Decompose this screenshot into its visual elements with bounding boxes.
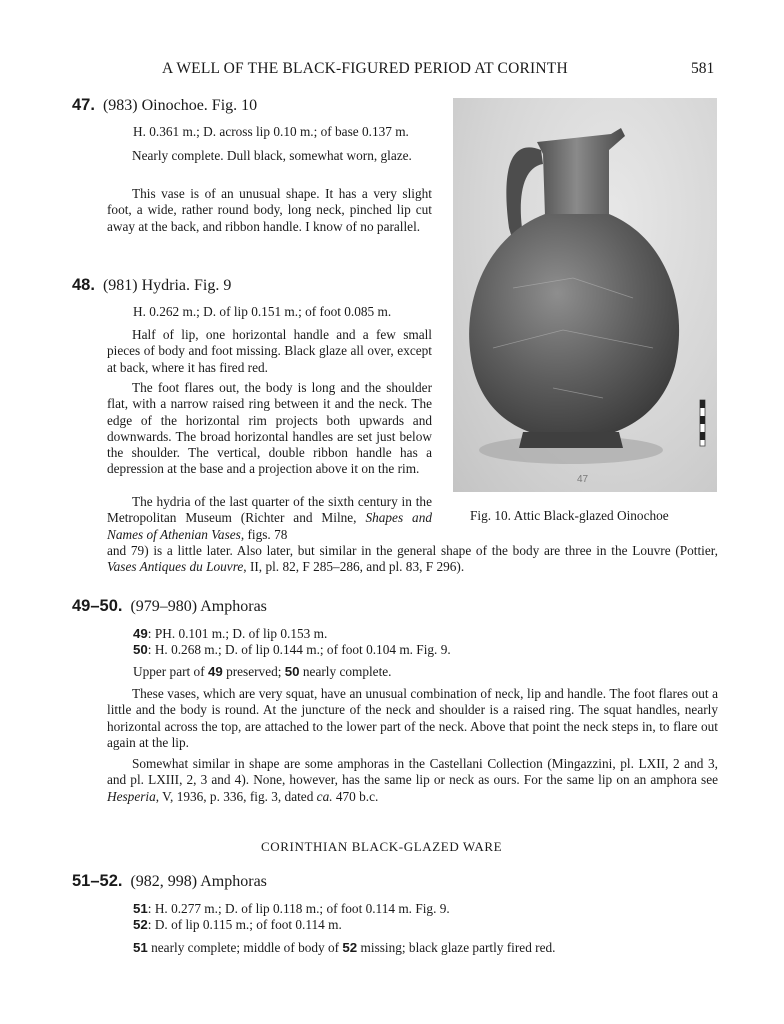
item-number: 49 bbox=[133, 626, 148, 641]
entry-title: (981) Hydria. Fig. 9 bbox=[102, 277, 232, 294]
entry-number: 48. bbox=[72, 276, 95, 294]
item-number: 52 bbox=[133, 917, 148, 932]
entry-51-measurements bbox=[133, 901, 450, 918]
figure-caption: Fig. 10. Attic Black-glazed Oinochoe bbox=[470, 508, 669, 523]
text-run: : PH. 0.101 m.; D. of lip 0.153 m. bbox=[147, 626, 328, 641]
item-number: 50 bbox=[133, 642, 148, 657]
entry-number: 49–50. bbox=[72, 597, 123, 615]
item-number: 49 bbox=[207, 664, 223, 679]
entry-48-paragraph-1: Half of lip, one horizontal handle and a few small pieces of body and foot missing. Black glaze all over, except at back, where it has fired red. bbox=[107, 327, 432, 375]
entry-47-measurements: H. 0.361 m.; D. across lip 0.10 m.; of base 0.137 m. bbox=[133, 124, 409, 139]
entry-title: (982, 998) Amphoras bbox=[130, 873, 267, 890]
italic-title: Hesperia bbox=[107, 788, 156, 804]
text-run: : H. 0.268 m.; D. of lip 0.144 m.; of foot 0.104 m. Fig. 9. bbox=[147, 642, 451, 657]
running-title: A WELL OF THE BLACK-FIGURED PERIOD AT CORINTH bbox=[162, 60, 568, 77]
italic-title: Vases Antiques du Louvre bbox=[107, 559, 244, 575]
text-run: Somewhat similar in shape are some amphoras in the Castellani Collection (Mingazzini, pl. LXII, 2 and 3, and pl. LXIII, 2, 3 and 4). None, however, has the same lip or neck as ours. For the same lip on an amphora see bbox=[107, 756, 718, 788]
entry-49-50-paragraph-3 bbox=[107, 756, 718, 805]
item-number: 50 bbox=[284, 664, 300, 679]
text-run: preserved; bbox=[222, 664, 285, 679]
text-run: missing; black glaze partly fired red. bbox=[357, 940, 556, 955]
text-run: , II, pl. 82, F 285–286, and pl. 83, F 296). bbox=[243, 559, 465, 575]
text-run: , V, 1936, p. 336, fig. 3, dated bbox=[155, 788, 314, 804]
entry-47-paragraph-1: Nearly complete. Dull black, somewhat worn, glaze. bbox=[132, 148, 412, 163]
entry-51-52-heading bbox=[72, 872, 267, 891]
section-heading: CORINTHIAN BLACK-GLAZED WARE bbox=[261, 839, 503, 854]
entry-title: (983) Oinochoe. Fig. 10 bbox=[102, 97, 258, 114]
italic-abbrev: ca. bbox=[316, 788, 333, 804]
text-run: nearly complete; middle of body of bbox=[147, 940, 343, 955]
entry-51-52-paragraph-1 bbox=[133, 940, 555, 957]
entry-48-heading bbox=[72, 276, 231, 295]
entry-48-paragraph-3-start bbox=[107, 494, 432, 543]
text-run: : H. 0.277 m.; D. of lip 0.118 m.; of foot 0.114 m. Fig. 9. bbox=[147, 901, 450, 916]
text-run: nearly complete. bbox=[299, 664, 392, 679]
oinochoe-image bbox=[453, 98, 717, 492]
item-number: 51 bbox=[133, 901, 148, 916]
page-number: 581 bbox=[691, 60, 715, 77]
entry-48-paragraph-2: The foot flares out, the body is long and the shoulder flat, with a narrow raised ring between it and the neck. The edge of the horizontal rim projects both upwards and downwards. The broad horizontal handles are set just below the shoulder. The vertical, double ribbon handle has a depression at the base and a projection above it on the rim. bbox=[107, 380, 432, 477]
italic-title: Shapes and Names of Athenian Vases bbox=[107, 510, 432, 542]
entry-49-50-heading bbox=[72, 597, 267, 616]
entry-number: 51–52. bbox=[72, 872, 123, 890]
text-run: 470 b.c. bbox=[335, 788, 379, 804]
entry-title: (979–980) Amphoras bbox=[130, 598, 267, 615]
entry-49-50-paragraph-1 bbox=[133, 664, 392, 681]
entry-47-paragraph-2: This vase is of an unusual shape. It has a very slight foot, a wide, rather round body, long neck, pinched lip cut away at the back, and ribbon handle. I know of no parallel. bbox=[107, 186, 432, 234]
entry-47-heading bbox=[72, 96, 257, 115]
entry-number: 47. bbox=[72, 96, 95, 114]
vase-photograph bbox=[453, 98, 717, 492]
text-run: The hydria of the last quarter of the sixth century in the Metropolitan Museum (Richter and Milne, bbox=[107, 494, 432, 526]
item-number: 52 bbox=[342, 940, 358, 955]
entry-49-measurements bbox=[133, 626, 327, 643]
scale-bar bbox=[700, 400, 705, 446]
entry-48-paragraph-3-cont bbox=[107, 543, 718, 576]
text-run: Upper part of bbox=[133, 664, 208, 679]
entry-50-measurements bbox=[133, 642, 451, 659]
text-run: : D. of lip 0.115 m.; of foot 0.114 m. bbox=[147, 917, 342, 932]
entry-48-measurements: H. 0.262 m.; D. of lip 0.151 m.; of foot 0.085 m. bbox=[133, 304, 392, 319]
text-run: , figs. 78 bbox=[240, 526, 288, 542]
entry-49-50-paragraph-2: These vases, which are very squat, have an unusual combination of neck, lip and handle. The foot flares out a little and the body is round. At the juncture of the neck and shoulder is a raised ring. The squat handles, nearly horizontal across the top, are attached to the lower part of the neck. Above that point the neck steps in, to flare out again at the lip. bbox=[107, 686, 718, 750]
figure-number-label: 47 bbox=[577, 474, 589, 485]
entry-52-measurements bbox=[133, 917, 342, 934]
item-number: 51 bbox=[133, 940, 148, 955]
text-run: and 79) is a little later. Also later, but similar in the general shape of the body are three in the Louvre (Pottier, bbox=[107, 543, 718, 558]
